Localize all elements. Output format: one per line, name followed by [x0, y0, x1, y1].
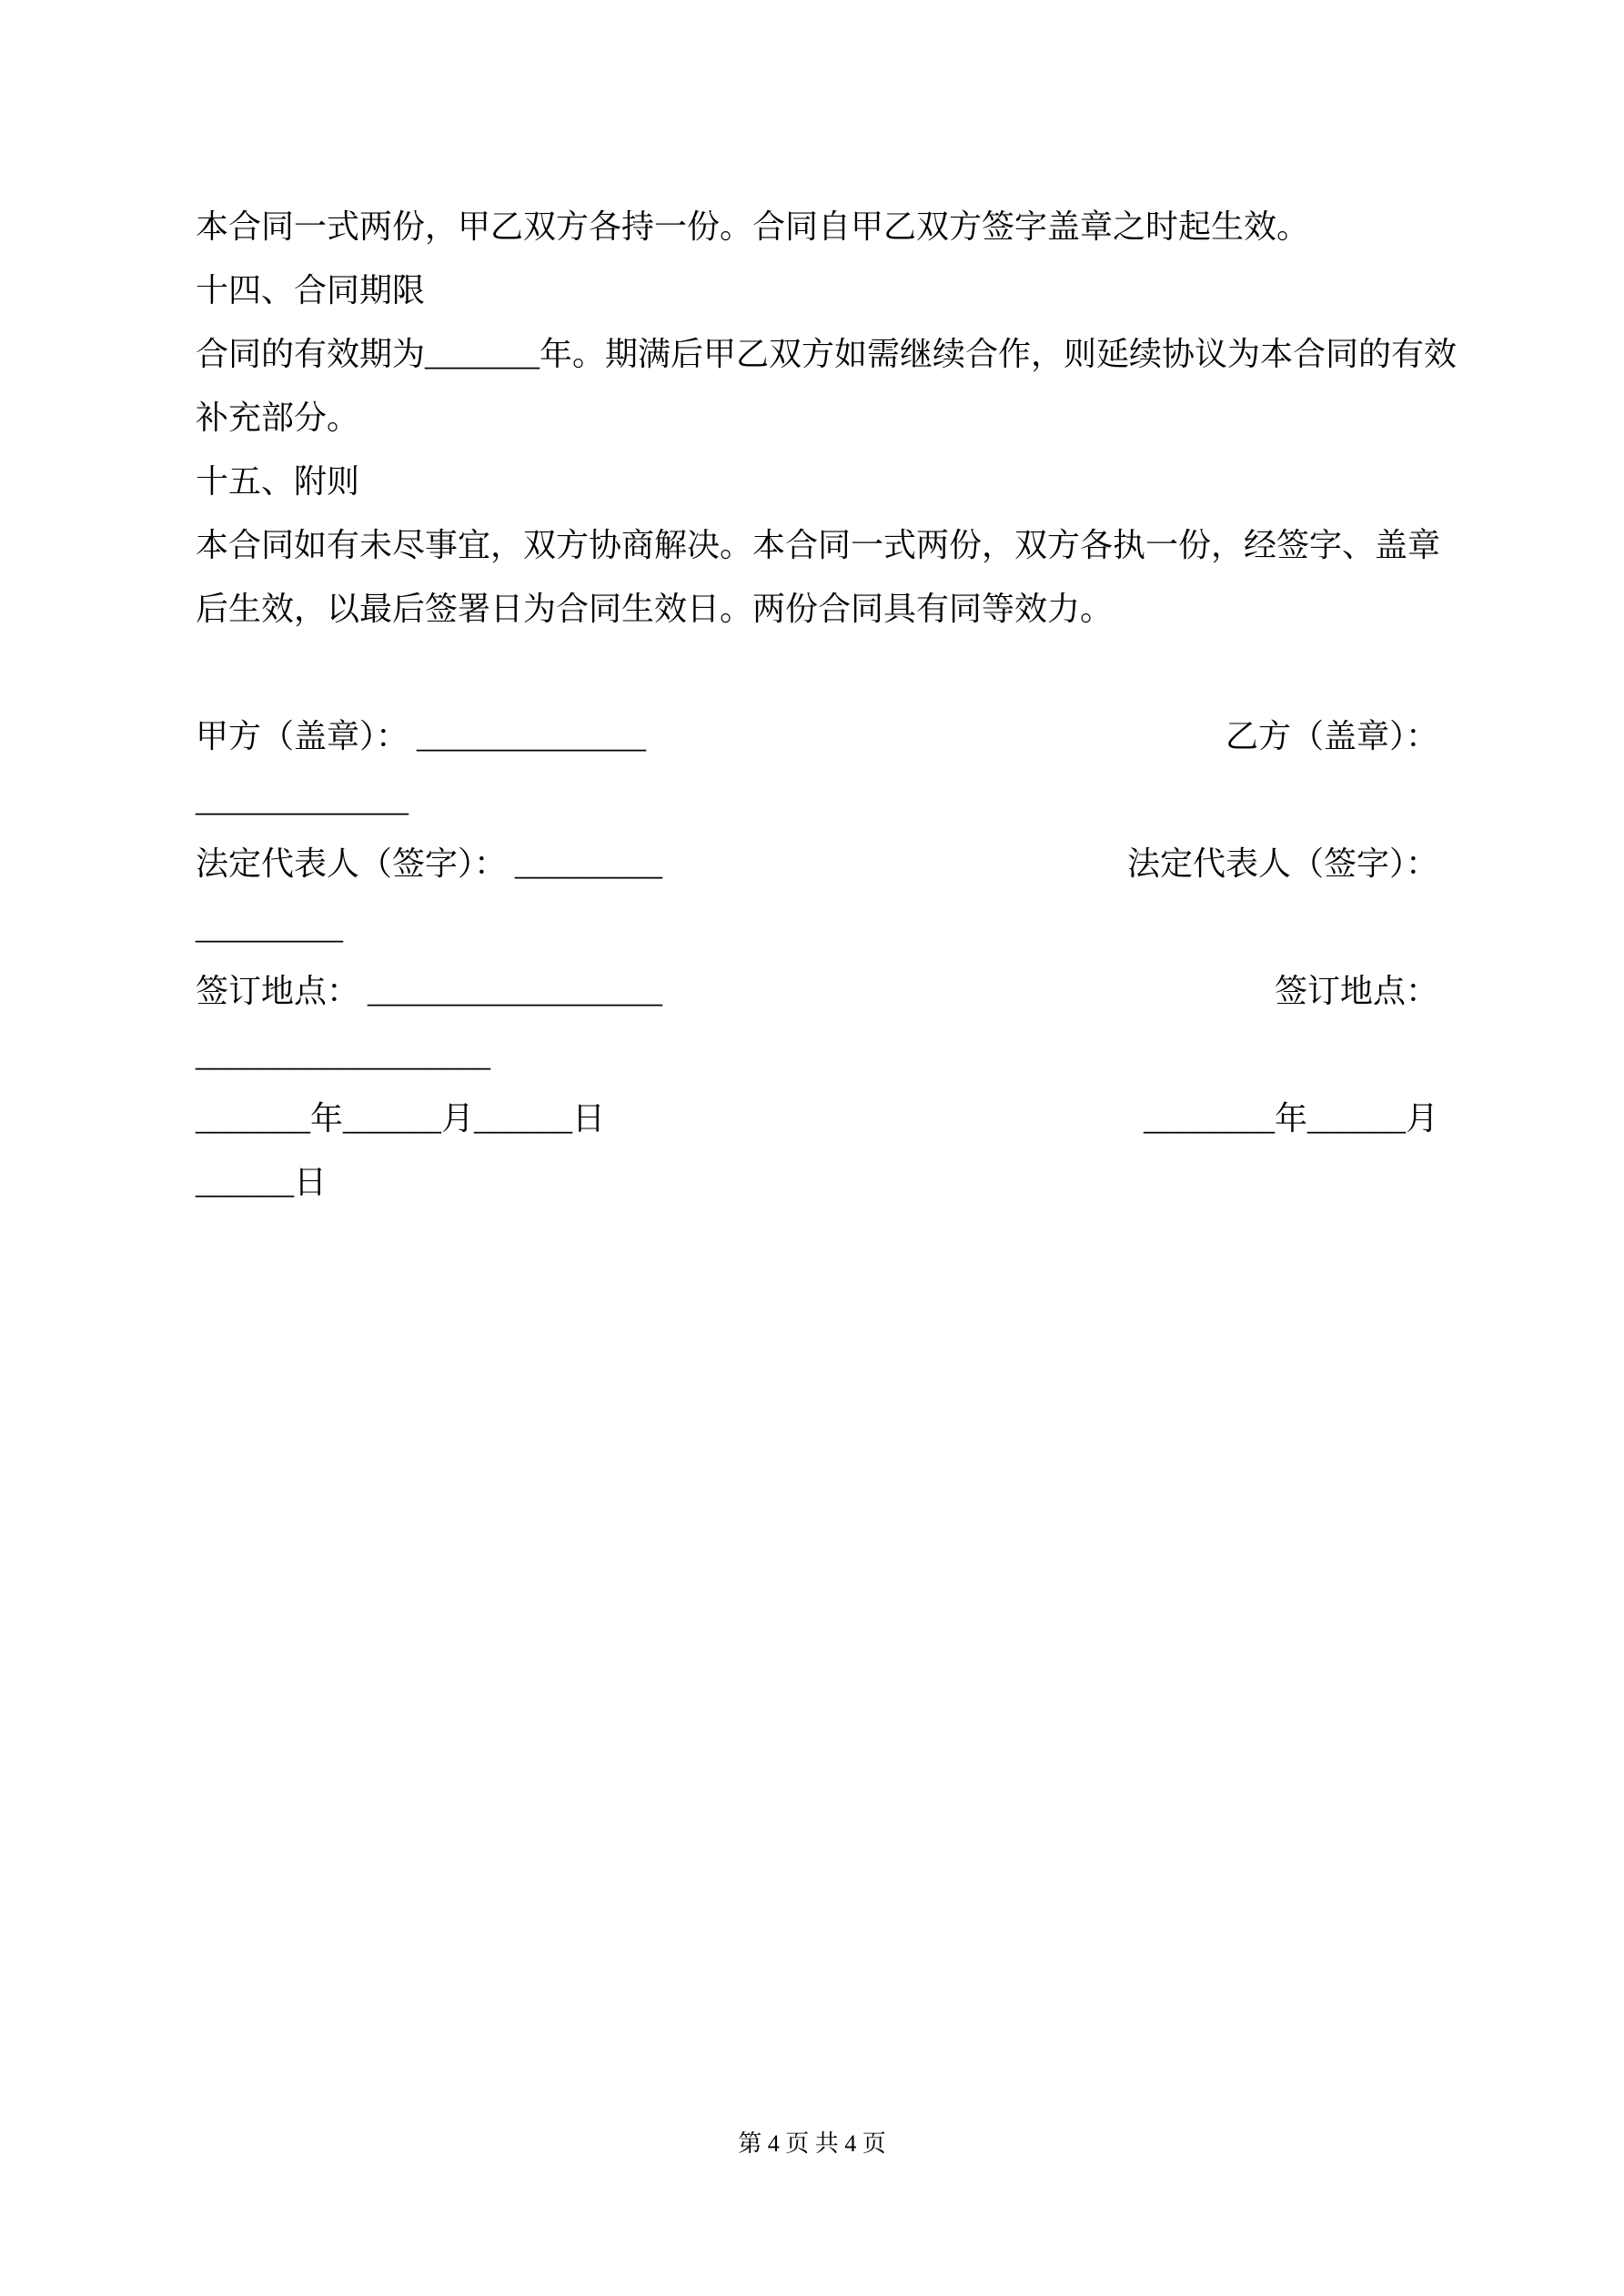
body-line-term-validity: 合同的有效期为_______年。期满后甲乙双方如需继续合作，则延续协议为本合同的有效: [196, 336, 1458, 372]
signature-row-signing-place: [196, 959, 1438, 1023]
contract-content: [196, 195, 1458, 1214]
party-b-date-blank: ______日: [196, 1164, 328, 1200]
signature-row-date: [196, 1087, 1438, 1150]
party-b-seal-label: 乙方（盖章）：: [1225, 718, 1438, 754]
party-a-date-line: _______年______月______日: [196, 1100, 605, 1137]
party-b-signing-place-blank: __________________: [196, 1037, 490, 1073]
signature-row-representative: [196, 832, 1438, 895]
party-a-signing-place-line: 签订地点： __________________: [196, 973, 663, 1009]
party-b-representative-blank: _________: [196, 909, 343, 946]
signature-row-seal: [196, 704, 1438, 768]
party-b-signing-place-label: 签订地点：: [1274, 973, 1438, 1009]
body-line-copies-clause: 本合同一式两份，甲乙双方各持一份。合同自甲乙双方签字盖章之时起生效。: [196, 208, 1310, 245]
party-a-representative-line: 法定代表人（签字）： _________: [196, 845, 663, 882]
section-heading-14-contract-term: 十四、合同期限: [196, 272, 426, 308]
signature-block: [196, 704, 1438, 1214]
body-line-supplementary-clause: 本合同如有未尽事宜，双方协商解决。本合同一式两份，双方各执一份，经签字、盖章: [196, 527, 1441, 563]
party-b-representative-label: 法定代表人（签字）：: [1126, 845, 1438, 882]
party-a-seal-line: 甲方（盖章）： ______________: [196, 718, 647, 754]
party-b-seal-blank: _____________: [196, 782, 409, 818]
body-line-supplementary-clause-wrap: 后生效，以最后签署日为合同生效日。两份合同具有同等效力。: [196, 591, 1114, 627]
section-heading-15-supplementary: 十五、附则: [196, 463, 360, 500]
body-line-term-validity-wrap: 补充部分。: [196, 400, 360, 436]
party-b-date-line: ________年______月: [1144, 1100, 1438, 1137]
page-number: 第 4 页 共 4 页: [738, 2130, 886, 2157]
